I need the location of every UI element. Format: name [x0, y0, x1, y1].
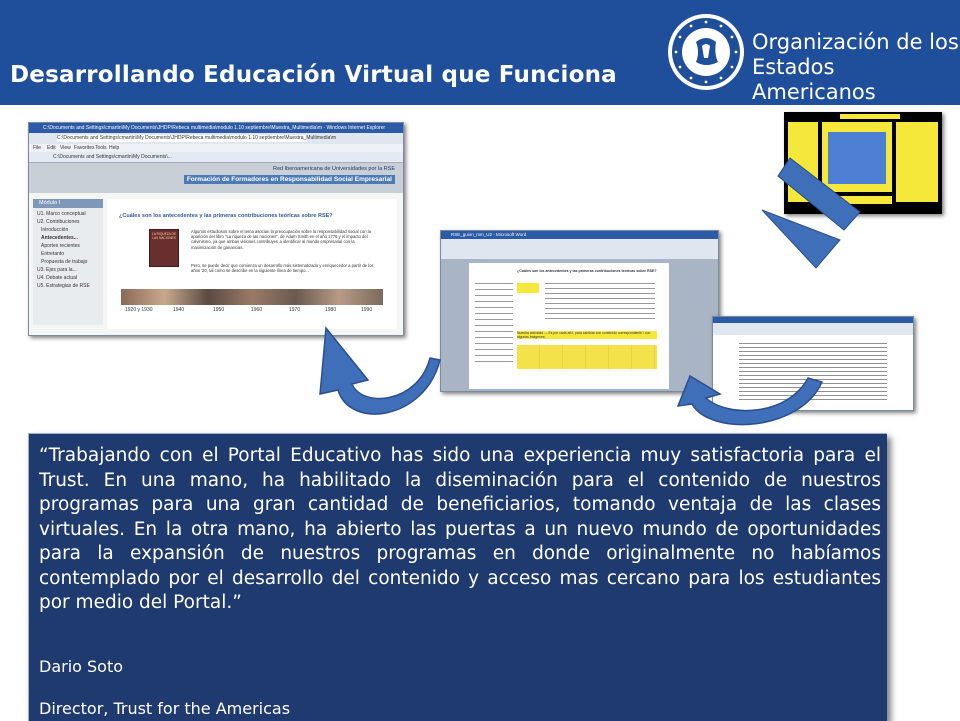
word-screenshot [440, 230, 719, 392]
nav-item[interactable]: Introducción [41, 227, 69, 233]
diagram-title-bar [840, 114, 900, 119]
org-name-line1: Organización de los [752, 30, 959, 54]
browser-address-bar[interactable] [29, 133, 403, 144]
oas-seal-icon [666, 12, 746, 92]
browser-page [29, 163, 403, 335]
content-panel [107, 199, 397, 329]
browser-tab[interactable]: C:\Documents and Settings\cmartin\My Documents\... [53, 154, 172, 160]
menu-tools[interactable]: Tools [95, 145, 107, 151]
banner-course-title: Formación de Formadores en Responsabilidad Social Empresarial [184, 175, 395, 184]
timeline-label[interactable]: 1980 [325, 307, 337, 313]
paragraph-2: Pero, se puede decir que comienza un desarrollo más sistematizado y enriquecedor a partir de los años '20, tal como se describe en la siguiente línea de tiempo... [191, 263, 374, 274]
timeline-label[interactable]: 1970 [289, 307, 301, 313]
arrow-word-to-browser-icon [290, 320, 450, 440]
word-toolbar [441, 239, 718, 260]
word-page [469, 263, 669, 389]
nav-item[interactable]: Propuesta de trabajo [41, 259, 88, 265]
timeline-label[interactable]: 1950 [213, 307, 225, 313]
testimonial-role: Director, Trust for the Americas [39, 699, 291, 718]
menu-edit[interactable]: Edit [47, 145, 56, 151]
nav-item[interactable]: Aportes recientes [41, 243, 80, 249]
browser-window-title: C:\Documents and Settings\cmartin\My Documents\JHDP\Rebeca multimedia\modulo 1.10 septiembre\Muestra_Multimedia\m - Windows Internet Explorer [43, 125, 386, 131]
question-heading: ¿Cuáles son los antecedentes y las primeras contribuciones teóricas sobre RSE? [119, 213, 333, 219]
nav-item[interactable]: U3. Ejes para la... [37, 267, 77, 273]
book-title: LA RIQUEZA DE LAS NACIONES [152, 232, 176, 240]
header-bar [0, 0, 960, 105]
doc-toolbar [713, 323, 913, 335]
arrow-diagram-to-word-icon [720, 150, 870, 275]
testimonial-box [28, 433, 887, 721]
word-highlight: Nuestra actividad — Es por cada año, para cambiar con contenido correspondiente / con algunas imágenes: [517, 331, 657, 339]
timeline-label[interactable]: 1990 [361, 307, 373, 313]
nav-item[interactable]: Entretanto [41, 251, 65, 257]
nav-item[interactable]: Antecedentes... [41, 235, 78, 241]
org-name-line2: Estados Americanos [752, 55, 876, 104]
timeline-strip [121, 289, 383, 305]
paragraph-1: Algunos estudiosos sobre el tema asocian la preocupación sobre la responsabilidad social con la aparición del libro "La riqueza de las naciones", de Adam Smith en el año 1776 y el impacto del calvinismo, ya que ambas visiones contribuyen a identificar al mundo empresarial con la maximización de ganancias. [191, 229, 371, 250]
testimonial-author: Dario Soto [39, 657, 124, 676]
page-title: Desarrollando Educación Virtual que Funciona [10, 62, 617, 88]
org-name [752, 30, 960, 105]
browser-menu [29, 144, 403, 152]
banner-network: Red Iberoamericana de Universidades por la RSE [273, 166, 395, 172]
timeline-label[interactable]: 1960 [251, 307, 263, 313]
word-text-lines [545, 283, 655, 323]
nav-item[interactable]: U4. Debate actual [37, 275, 78, 281]
site-banner [29, 163, 403, 193]
browser-screenshot [28, 122, 404, 336]
timeline-label[interactable]: 1920 y 1930 [125, 307, 153, 313]
menu-favorites[interactable]: Favorites [74, 145, 95, 151]
menu-help[interactable]: Help [109, 145, 120, 151]
word-table [517, 345, 657, 369]
menu-file[interactable]: File [33, 145, 42, 151]
testimonial-text: “Trabajando con el Portal Educativo has sido una experiencia muy satisfactoria para el Trust. En una mano, ha habilitado la diseminación para el contenido de nuestros programas para una gran cantidad de beneficiarios, tomando ventaja de las clases virtuales. En la otra mano, ha abierto las puertas a un nuevo mundo de oportunidades para la expansión de nuestros programas en donde originalmente no habíamos contemplado por el desarrollo del contenido y acceso mas cercano para los estudiantes por medio del Portal.” [39, 445, 881, 613]
module-sidebar [33, 199, 103, 325]
word-window-title: RSE_guion_mm_U2 - Microsoft Word [451, 232, 527, 237]
nav-item[interactable]: U1. Marco conceptual [37, 211, 86, 217]
browser-tab-bar [29, 152, 403, 163]
browser-address: C:\Documents and Settings\cmartin\My Documents\JHDP\Rebeca multimedia\modulo 1.10 septiembre\Muestra_Multimedia\m [57, 135, 337, 141]
diagram-block-right [896, 122, 938, 202]
word-yellow-box [517, 283, 539, 293]
word-heading: ¿Cuáles son los antecedentes y las primeras contribuciones teóricas sobre RSE? [517, 269, 657, 273]
book-cover [149, 229, 179, 267]
module-label: Módulo I [33, 199, 103, 208]
nav-item[interactable]: U5. Estrategias de RSE [37, 283, 90, 289]
arrow-doc-to-word-icon [650, 372, 830, 432]
word-left-column [475, 283, 513, 363]
timeline-labels [121, 307, 383, 315]
timeline-label[interactable]: 1940 [173, 307, 185, 313]
menu-view[interactable]: View [60, 145, 71, 151]
nav-item[interactable]: U2. Contribuciones [37, 219, 80, 225]
